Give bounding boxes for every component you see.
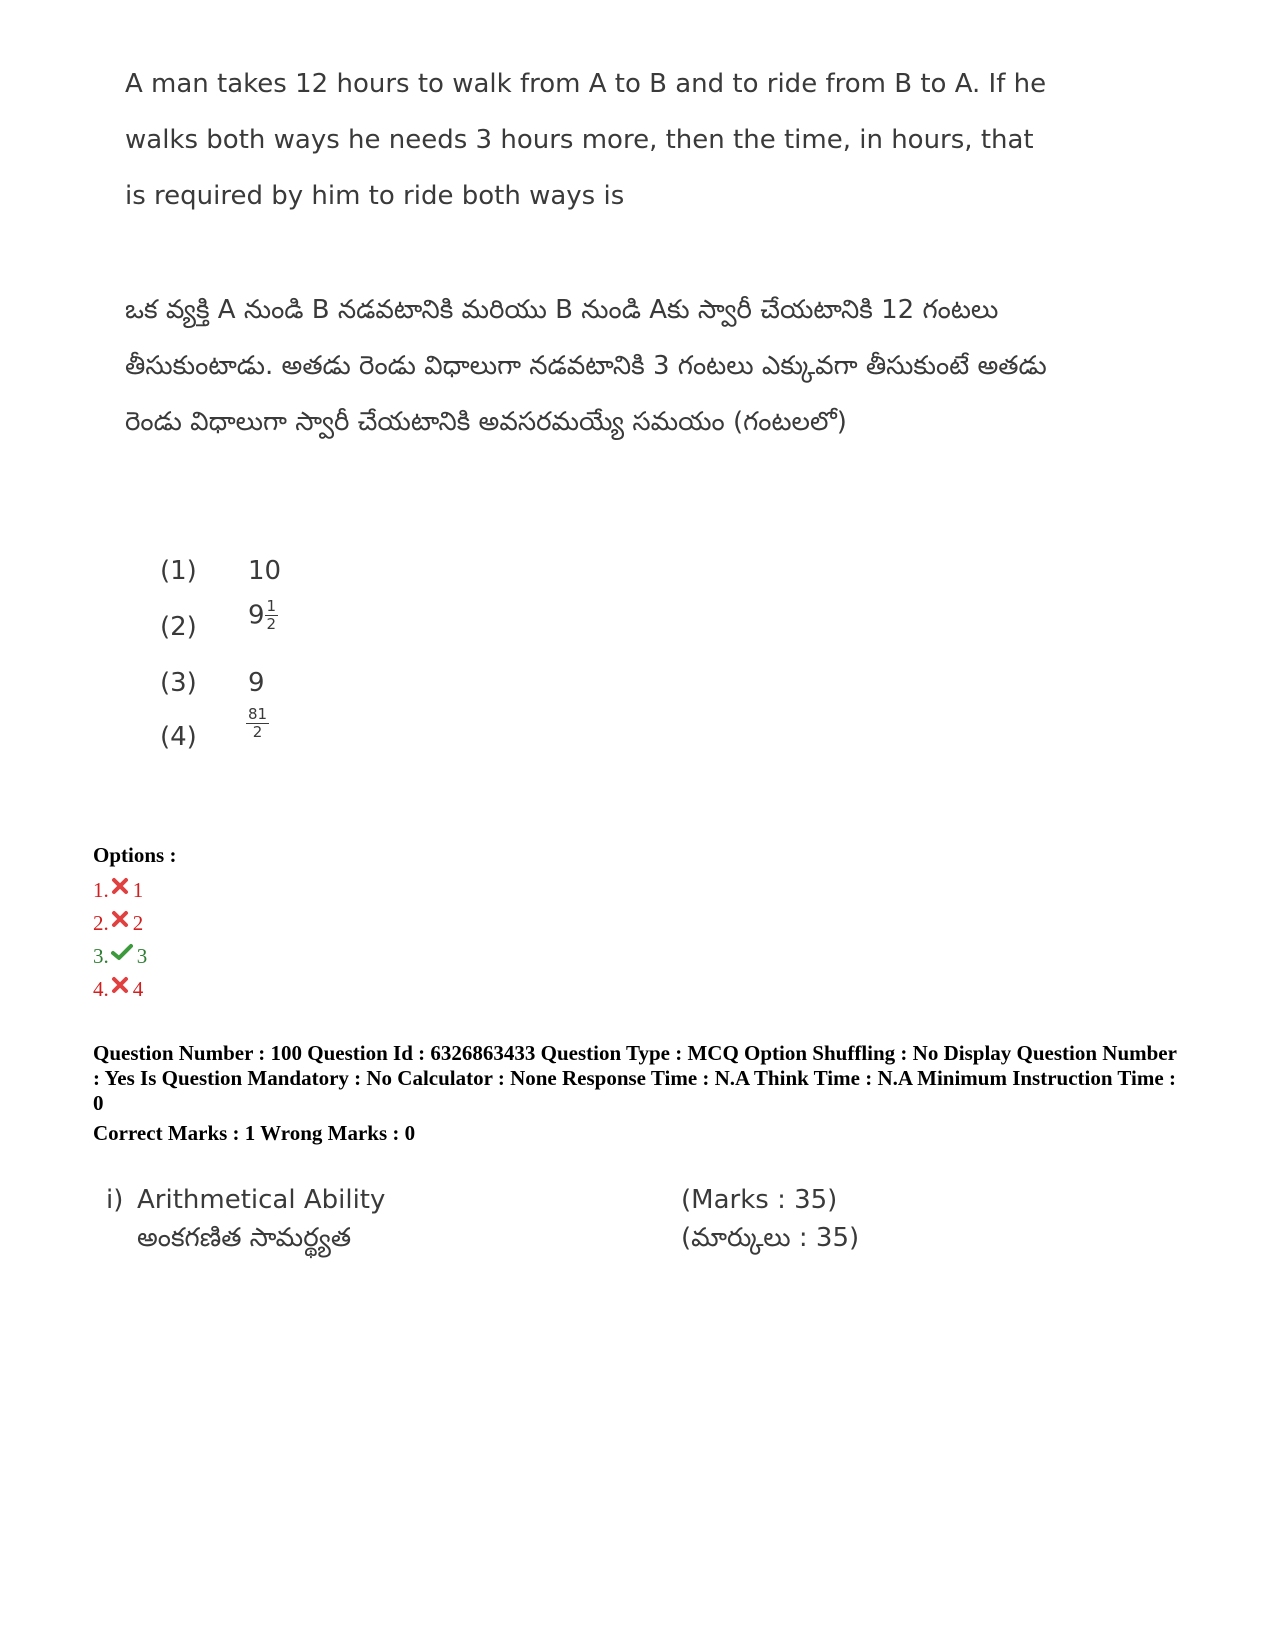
option-index: 2. xyxy=(93,911,109,935)
question-text-telugu: ఒక వ్యక్తి A నుండి B నడవటానికి మరియు B నుండి Aకు స్వారీ చేయటానికి 12 గంటలు తీసుకుంటాడు. అతడు రెండు విధాలుగా నడవటానికి 3 గంటలు ఎక్కువగా తీసుకుంటే అతడు రెండు విధాలుగా స్వారీ చేయటానికి అవసరమయ్యే సమయం (గంటలలో) xyxy=(125,295,1047,437)
option-index: 3. xyxy=(93,944,109,968)
fraction xyxy=(265,598,279,633)
marks-info: Correct Marks : 1 Wrong Marks : 0 xyxy=(93,1121,416,1145)
section-marks-telugu: (మార్కులు : 35) xyxy=(681,1223,860,1253)
section-title-english: Arithmetical Ability xyxy=(137,1185,386,1215)
fraction-denominator: 2 xyxy=(252,723,263,741)
option-label: 1 xyxy=(132,878,144,902)
choice-number: (4) xyxy=(160,722,197,752)
choice-value xyxy=(246,706,269,741)
section-title-telugu: అంకగణిత సామర్థ్యత xyxy=(137,1223,352,1253)
cross-icon xyxy=(111,975,129,993)
choice-number: (3) xyxy=(160,668,197,698)
question-metadata: Question Number : 100 Question Id : 6326863433 Question Type : MCQ Option Shuffling : No Display Question Number : Yes Is Question Mandatory : No Calculator : None Response Time : N.A Think Time : N.A Minimum Instruction Time : 0 xyxy=(93,1041,1177,1115)
fraction-whole: 9 xyxy=(248,600,265,631)
fraction-numerator: 1 xyxy=(266,597,277,615)
fraction xyxy=(246,706,269,741)
check-icon xyxy=(111,942,133,960)
option-label: 3 xyxy=(136,944,148,968)
option-2 xyxy=(93,909,143,936)
choice-number: (2) xyxy=(160,612,197,642)
option-label: 2 xyxy=(132,911,144,935)
option-3 xyxy=(93,942,147,969)
option-4 xyxy=(93,975,143,1002)
cross-icon xyxy=(111,909,129,927)
section-marker: i) xyxy=(106,1185,124,1215)
choice-value: 10 xyxy=(248,556,282,586)
cross-icon xyxy=(111,876,129,894)
choice-value xyxy=(248,598,278,633)
choice-number: (1) xyxy=(160,556,197,586)
choice-value: 9 xyxy=(248,668,265,698)
fraction-numerator: 81 xyxy=(248,705,268,723)
option-label: 4 xyxy=(132,977,144,1001)
option-1 xyxy=(93,876,143,903)
options-heading: Options : xyxy=(93,843,177,867)
option-index: 1. xyxy=(93,878,109,902)
question-text-english: A man takes 12 hours to walk from A to B and to ride from B to A. If he walks both ways he needs 3 hours more, then the time, in hours, that is required by him to ride both ways is xyxy=(125,69,1047,211)
option-index: 4. xyxy=(93,977,109,1001)
fraction-denominator: 2 xyxy=(266,615,277,633)
section-marks-english: (Marks : 35) xyxy=(681,1185,838,1215)
